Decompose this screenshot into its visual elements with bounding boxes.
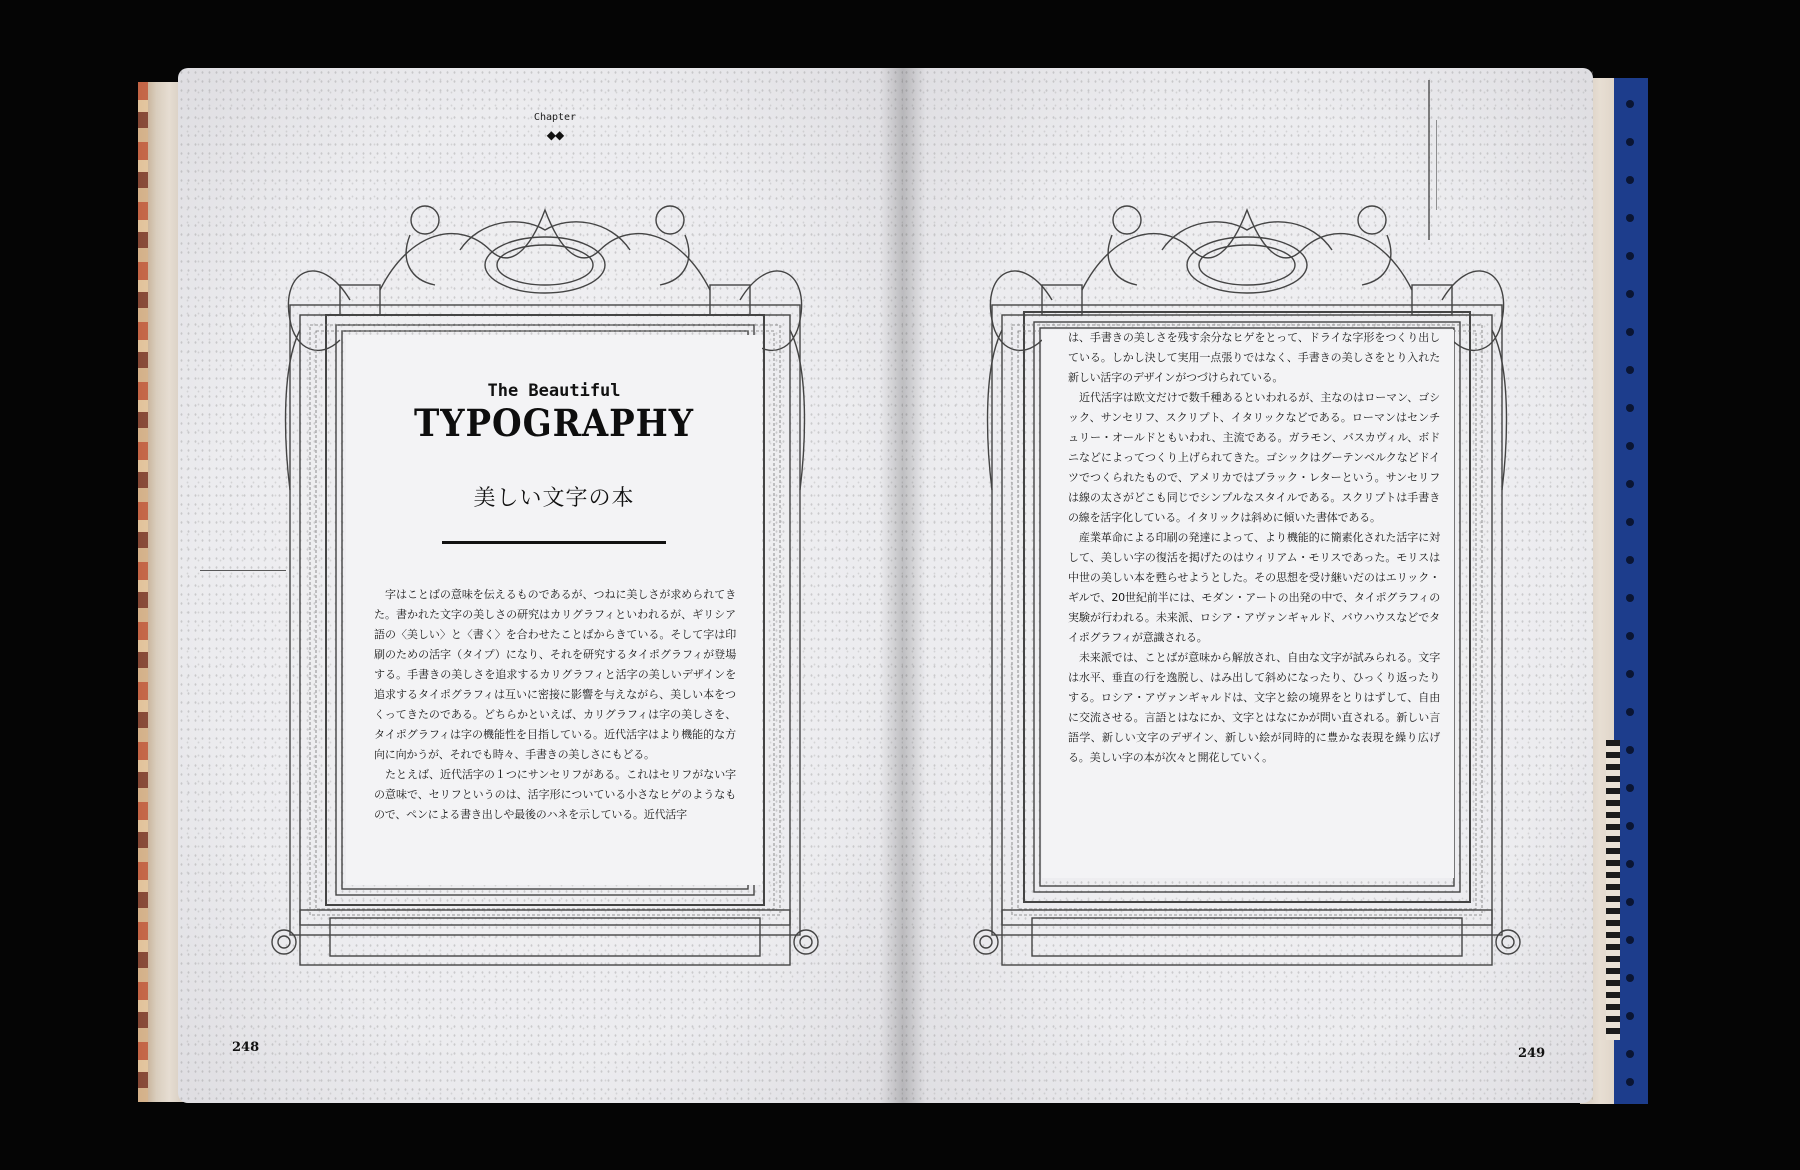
bookmark-ribbon [1606, 740, 1620, 1040]
page-number-right: 249 [1518, 1046, 1546, 1061]
paragraph: たとえば、近代活字の１つにサンセリフがある。これはセリフがない字の意味で、セリフというのは、活字形についている小さなヒゲのようなもので、ペンによる書き出しや最後のハネを示している。近代活字 [374, 768, 736, 821]
paragraph: は、手書きの美しさを残す余分なヒゲをとって、ドライな字形をつくり出している。しかし決して実用一点張りではなく、手書きの美しさをとり入れた新しい活字のデザインがつづけられている。 [1068, 331, 1440, 384]
paragraph: 未来派では、ことばが意味から解放され、自由な文字が試みられる。文字は水平、垂直の行を逸脱し、はみ出して斜めになったり、ひっくり返ったりする。ロシア・アヴァンギャルドは、文字と絵の境界をとりはずして、自由に交流させる。言語とはなにか、文字とはなにかが問い直される。新しい言語学、新しい文字のデザイン、新しい絵が同時的に豊かな表現を繰り広げる。美しい字の本が次々と開花していく。 [1068, 651, 1440, 764]
chapter-diamond-mark: ◆◆ [546, 128, 564, 142]
japanese-title: 美しい文字の本 [473, 486, 635, 511]
right-frame-panel [1042, 330, 1454, 878]
page-number-left: 248 [232, 1040, 260, 1055]
right-body-text [1068, 328, 1440, 768]
right-ornate-frame [962, 190, 1532, 980]
paragraph: 字はことばの意味を伝えるものであるが、つねに美しさが求められてきた。書かれた文字の美しさの研究はカリグラフィといわれるが、ギリシア語の〈美しい〉と〈書く〉を合わせたことばからきている。そして字は印刷のための活字（タイプ）になり、それを研究するタイポグラフィが登場する。手書きの美しさを追求するカリグラフィと活字の美しいデザインを追求するタイポグラフィは互いに密接に影響を与えながら、美しい本をつくってきたのである。どちらかといえば、カリグラフィは字の美しさを、タイポグラフィは字の機能性を目指している。近代活字はより機能的な方向に向かうが、それでも時々、手書きの美しさにもどる。 [374, 588, 736, 761]
book-gutter [880, 68, 926, 1103]
left-frame-panel [346, 335, 762, 885]
subtitle: The Beautiful [487, 381, 621, 401]
left-ornate-frame [260, 190, 830, 980]
paragraph: 近代活字は欧文だけで数千種あるといわれるが、主なのはローマン、ゴシック、サンセリフ、スクリプト、イタリックなどである。ローマンはセンチュリー・オールドともいわれ、主流である。ガラモン、バスカヴィル、ボドニなどによってつくり上げられてきた。ゴシックはグーテンベルクなどドイツでつくられたもので、アメリカではブラック・レターという。サンセリフは線の太さがどこも同じでシンプルなスタイルである。スクリプトは手書きの線を活字化している。イタリックは斜めに傾いた書体である。 [1068, 391, 1440, 524]
left-body-text [374, 585, 736, 825]
title-rule [442, 541, 666, 544]
paragraph: 産業革命による印刷の発達によって、より機能的に簡素化された活字に対して、美しい字の復活を掲げたのはウィリアム・モリスであった。モリスは中世の美しい本を甦らせようとした。その思想を受け継いだのはエリック・ギルで、20世紀前半には、モダン・アートの出発の中で、タイポグラフィの実験が行われる。未来派、ロシア・アヴァンギャルド、バウハウスなどでタイポグラフィが意識される。 [1068, 531, 1440, 644]
page-title: TYPOGRAPHY [414, 401, 694, 445]
chapter-label: Chapter [533, 112, 577, 123]
